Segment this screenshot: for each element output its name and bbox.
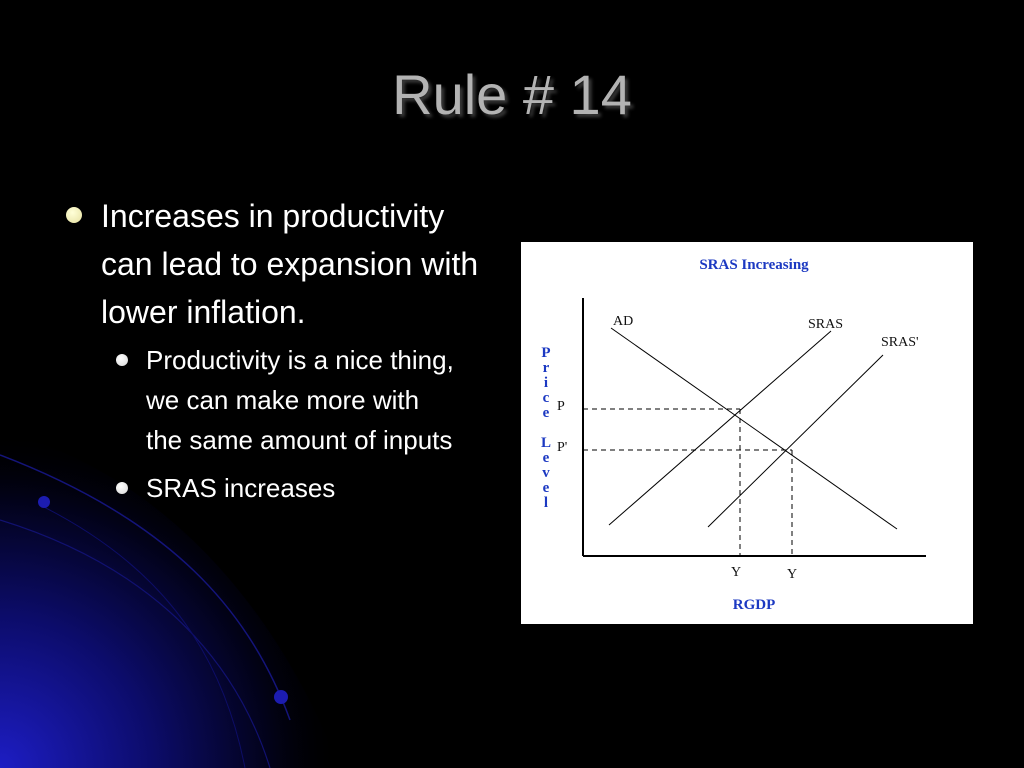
output-label-y: Y [731, 565, 742, 580]
diagram-title: SRAS Increasing [699, 257, 809, 273]
sras-curve [609, 331, 831, 525]
y-axis-label-letter: e [542, 450, 550, 466]
y-axis-label-letter: e [542, 405, 550, 421]
sub-bullet-item [64, 468, 456, 508]
sras-diagram [521, 242, 973, 624]
output-label-y-prime: Y [787, 567, 798, 582]
bullet-item [64, 192, 484, 336]
sub-bullet-item [64, 340, 456, 460]
y-axis-label-letter: i [543, 375, 549, 391]
bullet-icon [66, 207, 82, 223]
ad-curve [611, 328, 897, 529]
y-axis-label-letter: l [543, 495, 549, 511]
sras-prime-label: SRAS' [881, 335, 919, 350]
sub-bullet-text: SRAS increases [146, 473, 336, 503]
sub-bullet-icon [116, 354, 128, 366]
y-axis-label-letter: L [540, 435, 552, 451]
y-axis-label-letter: P [541, 345, 551, 361]
y-axis-label-letter: e [542, 480, 550, 496]
y-axis-label-letter: r [542, 360, 550, 376]
y-axis-label [541, 345, 551, 511]
y-axis-label-letter: c [542, 390, 550, 406]
sub-bullet-text: Productivity is a nice thing, we can make more with the same amount of inputs [146, 345, 454, 455]
sub-bullet-icon [116, 482, 128, 494]
bullet-list [64, 192, 484, 516]
slide-title: Rule # 14 [392, 63, 632, 126]
price-label-p-prime: P' [557, 440, 568, 455]
bullet-text: Increases in productivity can lead to expansion with lower inflation. [101, 198, 479, 330]
sub-bullet-list [64, 340, 484, 508]
sras-label: SRAS [808, 317, 844, 332]
price-label-p: P [557, 399, 565, 414]
x-axis-label: RGDP [732, 597, 776, 613]
ad-label: AD [613, 314, 634, 329]
y-axis-label-letter: v [542, 465, 550, 481]
